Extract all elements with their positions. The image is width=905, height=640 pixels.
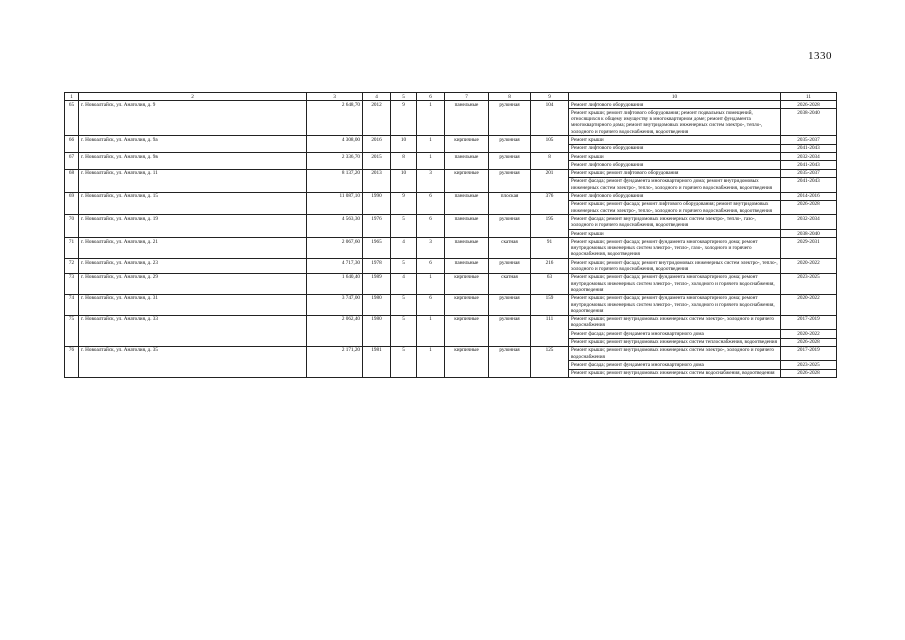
total-area: 2 062,40 (307, 315, 363, 346)
repair-works: Ремонт лифтового оборудования (569, 144, 781, 152)
floor-count: 5 (391, 315, 417, 346)
column-header: 2 (79, 93, 307, 101)
repair-period: 2038-2040 (781, 230, 837, 238)
repair-period: 2023-2025 (781, 361, 837, 369)
repair-period: 2023-2025 (781, 273, 837, 294)
repair-works: Ремонт крыши; ремонт лифтового оборудования (569, 169, 781, 177)
repair-works: Ремонт фасада; ремонт фундамента многоквартирного дома (569, 330, 781, 338)
resident-count: 111 (531, 315, 569, 346)
floor-count: 8 (391, 153, 417, 170)
repair-period: 2029-2031 (781, 238, 837, 259)
commission-year: 1980 (363, 315, 391, 346)
repair-period: 2035-2037 (781, 169, 837, 177)
roof-type: рулонная (489, 153, 531, 170)
repair-period: 2017-2019 (781, 346, 837, 361)
roof-type: рулонная (489, 346, 531, 377)
wall-material: панельные (445, 153, 489, 170)
repair-period: 2014-2016 (781, 192, 837, 200)
entrance-count: 6 (417, 192, 445, 215)
repair-works: Ремонт крыши; ремонт фасада; ремонт фундамента многоквартирного дома; ремонт внутридомовых инженерных систем электро-, тепло-, газо-, холодного и горячего водоснабжения, водоотведения (569, 238, 781, 259)
page-number: 1330 (808, 50, 832, 62)
repair-period: 2041-2043 (781, 144, 837, 152)
roof-type: рулонная (489, 136, 531, 153)
repair-period: 2020-2022 (781, 259, 837, 274)
roof-type: рулонная (489, 169, 531, 192)
floor-count: 5 (391, 215, 417, 238)
total-area: 11 087,10 (307, 192, 363, 215)
wall-material: панельные (445, 259, 489, 274)
building-address: г. Новоалтайск, ул. Анатолия, д. 15 (79, 192, 307, 215)
building-address: г. Новоалтайск, ул. Анатолия, д. 31 (79, 294, 307, 315)
column-header: 5 (391, 93, 417, 101)
repair-works: Ремонт крыши (569, 136, 781, 144)
repair-works: Ремонт крыши; ремонт внутридомовых инженерных систем электро-, холодного и горячего водоснабжения (569, 346, 781, 361)
row-number: 67 (65, 153, 79, 170)
capital-repair-table (64, 92, 837, 378)
floor-count: 10 (391, 169, 417, 192)
resident-count: 8 (531, 153, 569, 170)
resident-count: 376 (531, 192, 569, 215)
row-number: 72 (65, 259, 79, 274)
floor-count: 9 (391, 101, 417, 136)
column-number-row (65, 93, 837, 101)
table-row (65, 259, 837, 274)
floor-count: 5 (391, 294, 417, 315)
column-header: 4 (363, 93, 391, 101)
roof-type: плоская (489, 192, 531, 215)
repair-period: 2038-2040 (781, 109, 837, 136)
table-body (65, 101, 837, 378)
building-address: г. Новоалтайск, ул. Анатолия, д. 29 (79, 273, 307, 294)
column-header: 3 (307, 93, 363, 101)
table-row (65, 192, 837, 200)
repair-period: 2020-2022 (781, 330, 837, 338)
repair-works: Ремонт крыши (569, 153, 781, 161)
commission-year: 1965 (363, 238, 391, 259)
repair-works: Ремонт крыши; ремонт фасада; ремонт фундамента многоквартирного дома; ремонт внутридомовых инженерных систем электро-, тепло-, холодного и горячего водоснабжения, водоотведения (569, 273, 781, 294)
building-address: г. Новоалтайск, ул. Анатолия, д. 35 (79, 346, 307, 377)
entrance-count: 6 (417, 215, 445, 238)
resident-count: 104 (531, 101, 569, 136)
column-header: 11 (781, 93, 837, 101)
total-area: 2 336,70 (307, 153, 363, 170)
resident-count: 195 (531, 215, 569, 238)
row-number: 69 (65, 192, 79, 215)
roof-type: скатная (489, 238, 531, 259)
entrance-count: 1 (417, 315, 445, 346)
wall-material: кирпичные (445, 315, 489, 346)
wall-material: панельные (445, 215, 489, 238)
table-row (65, 294, 837, 315)
repair-period: 2032-2034 (781, 215, 837, 230)
commission-year: 1978 (363, 259, 391, 274)
table-row (65, 169, 837, 177)
repair-works: Ремонт крыши; ремонт лифтового оборудования; ремонт подвальных помещений, относящихся к общему имуществу в многоквартирном доме; ремонт фундамента многоквартирного дома; ремонт внутридомовых инженерных систем электро-, тепло-, холодного и горячего водоснабжения, водоотведения (569, 109, 781, 136)
roof-type: рулонная (489, 294, 531, 315)
commission-year: 2013 (363, 169, 391, 192)
roof-type: рулонная (489, 259, 531, 274)
repair-works: Ремонт крыши; ремонт внутридомовых инженерных систем водоснабжения, водоотведения (569, 369, 781, 377)
table-row (65, 136, 837, 144)
floor-count: 5 (391, 259, 417, 274)
resident-count: 105 (531, 136, 569, 153)
repair-works: Ремонт крыши; ремонт фасада; ремонт лифтового оборудования; ремонт внутридомовых инженерных систем электро-, тепло-, холодного и горячего водоснабжения, водоотведения (569, 200, 781, 215)
repair-works: Ремонт крыши; ремонт внутридомовых инженерных систем электро-, холодного и горячего водоснабжения (569, 315, 781, 330)
roof-type: рулонная (489, 215, 531, 238)
table-row (65, 238, 837, 259)
total-area: 2 648,70 (307, 101, 363, 136)
floor-count: 4 (391, 238, 417, 259)
commission-year: 1989 (363, 273, 391, 294)
wall-material: кирпичные (445, 346, 489, 377)
total-area: 3 747,00 (307, 294, 363, 315)
wall-material: панельные (445, 238, 489, 259)
repair-works: Ремонт лифтового оборудования (569, 101, 781, 109)
resident-count: 91 (531, 238, 569, 259)
column-header: 10 (569, 93, 781, 101)
total-area: 2 067,60 (307, 238, 363, 259)
repair-works: Ремонт фасада; ремонт фундамента многоквартирного дома (569, 361, 781, 369)
table-row (65, 215, 837, 230)
row-number: 75 (65, 315, 79, 346)
roof-type: рулонная (489, 101, 531, 136)
row-number: 71 (65, 238, 79, 259)
column-header: 8 (489, 93, 531, 101)
column-header: 6 (417, 93, 445, 101)
column-header: 1 (65, 93, 79, 101)
entrance-count: 3 (417, 238, 445, 259)
entrance-count: 6 (417, 259, 445, 274)
total-area: 4 717,30 (307, 259, 363, 274)
resident-count: 201 (531, 169, 569, 192)
table-row (65, 273, 837, 294)
table-row (65, 346, 837, 361)
wall-material: кирпичные (445, 169, 489, 192)
row-number: 76 (65, 346, 79, 377)
building-address: г. Новоалтайск, ул. Анатолия, д. 9 (79, 101, 307, 136)
repair-works: Ремонт крыши (569, 230, 781, 238)
repair-works: Ремонт крыши; ремонт фасада; ремонт фундамента многоквартирного дома; ремонт внутридомовых инженерных систем электро-, тепло-, холодного и горячего водоснабжения, водоотведения (569, 294, 781, 315)
wall-material: кирпичные (445, 136, 489, 153)
column-header: 9 (531, 93, 569, 101)
commission-year: 2015 (363, 153, 391, 170)
wall-material: панельные (445, 192, 489, 215)
entrance-count: 6 (417, 294, 445, 315)
repair-works: Ремонт крыши; ремонт фасада; ремонт внутридомовых инженерных систем электро-, тепло-, холодного и горячего водоснабжения, водоотведения (569, 259, 781, 274)
entrance-count: 1 (417, 273, 445, 294)
wall-material: кирпичные (445, 294, 489, 315)
building-address: г. Новоалтайск, ул. Анатолия, д. 21 (79, 238, 307, 259)
entrance-count: 1 (417, 153, 445, 170)
row-number: 68 (65, 169, 79, 192)
total-area: 4 563,30 (307, 215, 363, 238)
row-number: 66 (65, 136, 79, 153)
roof-type: скатная (489, 273, 531, 294)
repair-period: 2020-2022 (781, 294, 837, 315)
entrance-count: 3 (417, 169, 445, 192)
table-row (65, 101, 837, 109)
roof-type: рулонная (489, 315, 531, 346)
repair-period: 2026-2028 (781, 200, 837, 215)
commission-year: 1976 (363, 215, 391, 238)
repair-period: 2017-2019 (781, 315, 837, 330)
row-number: 70 (65, 215, 79, 238)
repair-works: Ремонт фасада; ремонт внутридомовых инженерных систем электро-, тепло-, газо-, холодного и горячего водоснабжения, водоотведения (569, 215, 781, 230)
repair-period: 2026-2028 (781, 338, 837, 346)
building-address: г. Новоалтайск, ул. Анатолия, д. 9в (79, 153, 307, 170)
commission-year: 2016 (363, 136, 391, 153)
repair-works: Ремонт лифтового оборудования (569, 192, 781, 200)
total-area: 8 137,20 (307, 169, 363, 192)
commission-year: 2012 (363, 101, 391, 136)
wall-material: кирпичные (445, 273, 489, 294)
resident-count: 159 (531, 294, 569, 315)
floor-count: 5 (391, 346, 417, 377)
floor-count: 10 (391, 136, 417, 153)
entrance-count: 1 (417, 346, 445, 377)
resident-count: 125 (531, 346, 569, 377)
commission-year: 1990 (363, 192, 391, 215)
commission-year: 1981 (363, 346, 391, 377)
floor-count: 9 (391, 192, 417, 215)
building-address: г. Новоалтайск, ул. Анатолия, д. 33 (79, 315, 307, 346)
repair-works: Ремонт крыши; ремонт внутридомовых инженерных систем теплоснабжения, водоотведения (569, 338, 781, 346)
building-address: г. Новоалтайск, ул. Анатолия, д. 23 (79, 259, 307, 274)
repair-period: 2041-2043 (781, 177, 837, 192)
building-address: г. Новоалтайск, ул. Анатолия, д. 19 (79, 215, 307, 238)
row-number: 73 (65, 273, 79, 294)
repair-period: 2041-2043 (781, 161, 837, 169)
repair-period: 2026-2028 (781, 101, 837, 109)
entrance-count: 1 (417, 136, 445, 153)
row-number: 74 (65, 294, 79, 315)
building-address: г. Новоалтайск, ул. Анатолия, д. 11 (79, 169, 307, 192)
repair-works: Ремонт лифтового оборудования (569, 161, 781, 169)
total-area: 1 640,40 (307, 273, 363, 294)
resident-count: 63 (531, 273, 569, 294)
total-area: 2 171,20 (307, 346, 363, 377)
entrance-count: 1 (417, 101, 445, 136)
floor-count: 4 (391, 273, 417, 294)
repair-works: Ремонт фасада; ремонт фундамента многоквартирного дома; ремонт внутридомовых инженерных систем электро-, тепло-, холодного и горячего водоснабжения, водоотведения (569, 177, 781, 192)
table-row (65, 315, 837, 330)
repair-period: 2032-2034 (781, 153, 837, 161)
commission-year: 1980 (363, 294, 391, 315)
table-row (65, 153, 837, 161)
row-number: 65 (65, 101, 79, 136)
total-area: 4 308,00 (307, 136, 363, 153)
repair-period: 2026-2028 (781, 369, 837, 377)
building-address: г. Новоалтайск, ул. Анатолия, д. 9а (79, 136, 307, 153)
resident-count: 216 (531, 259, 569, 274)
repair-period: 2035-2037 (781, 136, 837, 144)
column-header: 7 (445, 93, 489, 101)
wall-material: панельные (445, 101, 489, 136)
